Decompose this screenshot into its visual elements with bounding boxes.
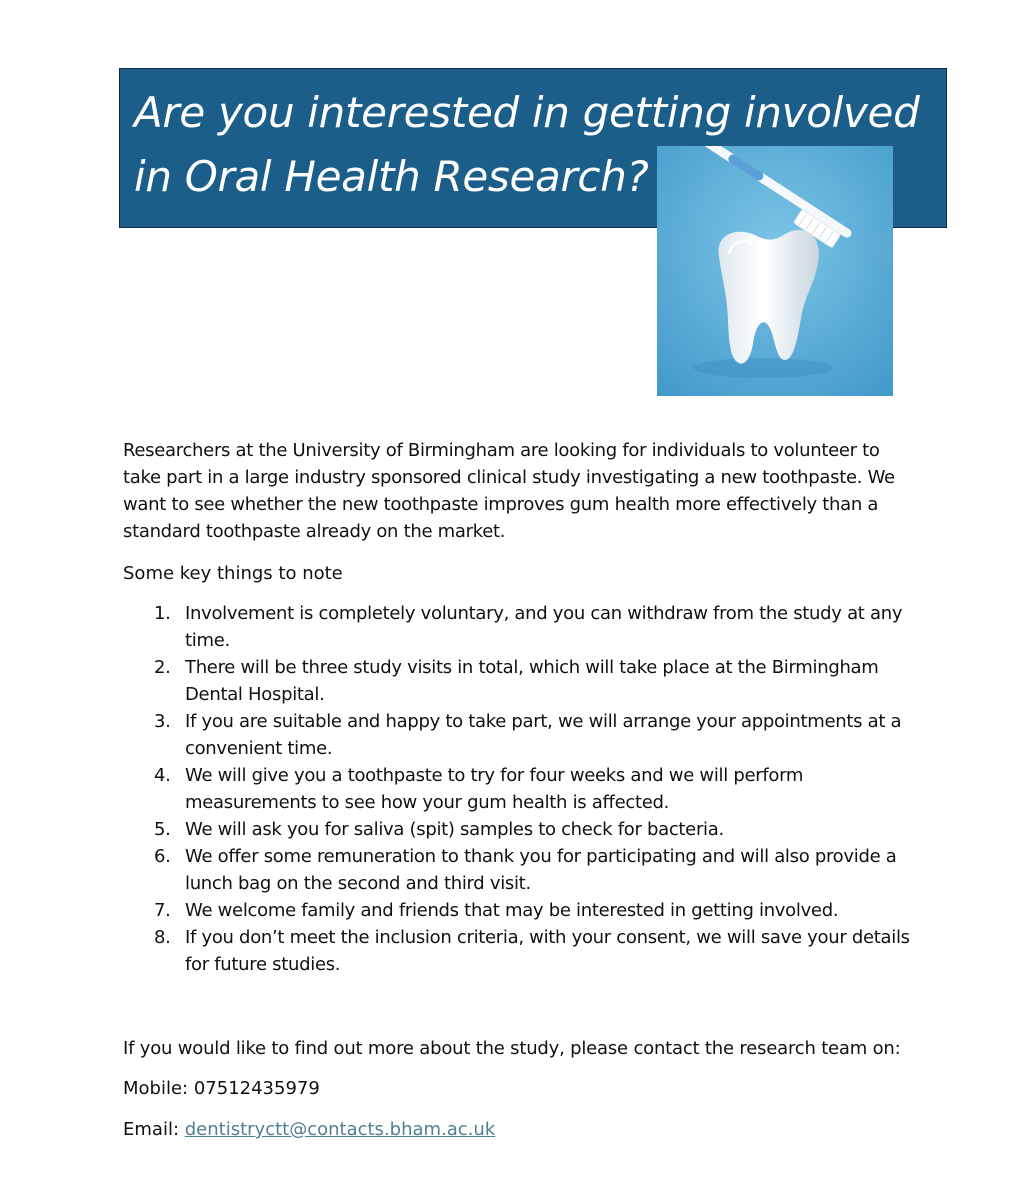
list-number: 1. [154,603,171,624]
list-item [123,708,913,762]
list-item [123,897,913,924]
tooth-toothbrush-image [657,146,893,396]
tooth-toothbrush-icon [657,146,893,396]
list-item-text: We will give you a toothpaste to try for four weeks and we will perform measurements to see how your gum health is affected. [185,765,804,813]
list-number: 7. [154,900,171,921]
intro-paragraph: Researchers at the University of Birmingham are looking for individuals to volunteer to take part in a large industry sponsored clinical study investigating a new toothpaste. We want to see whether the new toothpaste improves gum health more effectively than a standard toothpaste already on the market. [123,440,895,542]
mobile-line [123,1075,913,1102]
list-item [123,843,913,897]
list-number: 6. [154,846,171,867]
list-item-text: If you don’t meet the inclusion criteria, with your consent, we will save your details for future studies. [185,927,910,975]
email-label: Email: [123,1119,185,1140]
page-title: Are you interested in getting involved in Oral Health Research? [134,88,920,201]
list-item [123,816,913,843]
list-number: 4. [154,765,171,786]
list-number: 8. [154,927,171,948]
list-item [123,600,913,654]
email-line [123,1116,913,1143]
mobile-label: Mobile: [123,1078,194,1099]
list-number: 5. [154,819,171,840]
key-points-heading: Some key things to note [123,563,343,584]
list-item-text: There will be three study visits in total, which will take place at the Birmingham Dental Hospital. [185,657,879,705]
list-item-text: We will ask you for saliva (spit) samples to check for bacteria. [185,819,724,840]
contact-intro: If you would like to find out more about the study, please contact the research team on: [123,1038,901,1059]
list-item [123,924,913,978]
key-points-list [123,600,913,978]
list-number: 2. [154,657,171,678]
list-item [123,762,913,816]
list-item [123,654,913,708]
mobile-number: 07512435979 [193,1078,320,1099]
email-link[interactable]: dentistryctt@contacts.bham.ac.uk [184,1119,496,1140]
list-number: 3. [154,711,171,732]
list-item-text: We welcome family and friends that may be interested in getting involved. [185,900,839,921]
list-item-text: We offer some remuneration to thank you for participating and will also provide a lunch bag on the second and third visit. [185,846,897,894]
list-item-text: Involvement is completely voluntary, and you can withdraw from the study at any time. [185,603,903,651]
list-item-text: If you are suitable and happy to take part, we will arrange your appointments at a convenient time. [185,711,902,759]
